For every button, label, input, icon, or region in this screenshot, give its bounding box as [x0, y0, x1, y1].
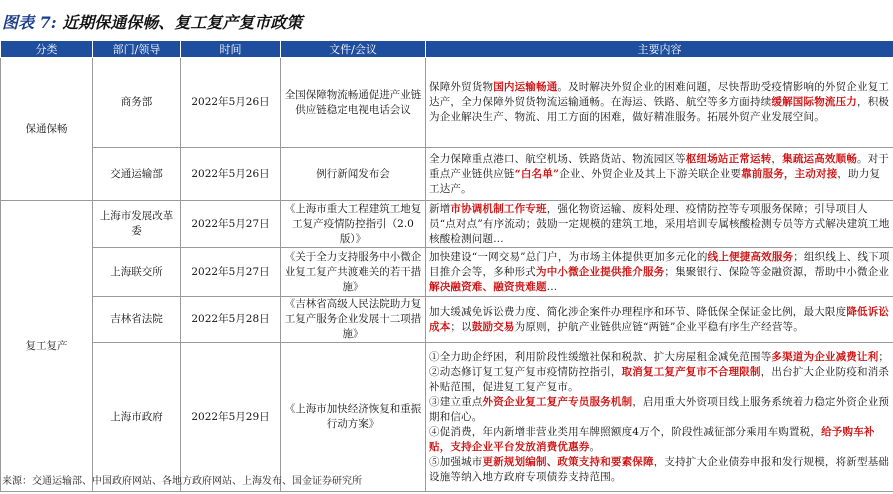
table-row — [1, 343, 893, 492]
content-text: ⑤加强城市 — [429, 455, 483, 468]
content-text: 加大缓减免诉讼费力度、简化涉企案件办理程序和环节、降低保全保证金比例，最大限度 — [429, 305, 847, 318]
highlight-text: 取消复工复产复市不合理限制 — [621, 365, 761, 378]
content-cell — [426, 148, 893, 201]
content-text: ； — [878, 350, 890, 363]
header-content: 主要内容 — [426, 41, 893, 58]
table-header-row — [1, 41, 893, 58]
content-cell — [426, 248, 893, 297]
content-text: ②动态修订复工复产复市疫情防控指引， — [429, 365, 622, 378]
content-text: ， — [771, 152, 783, 165]
content-text: 全力保障重点港口、航空机场、铁路货站、物流园区等 — [429, 152, 686, 165]
highlight-text: 给予购车补贴，支持企业平台发放消费优惠券 — [429, 425, 875, 453]
content-text: ，启用重大外资项目线上服务系统着力稳定外资企业预期和信心。 — [429, 395, 890, 423]
policy-table — [0, 40, 893, 492]
date-cell: 2022年5月27日 — [181, 201, 281, 248]
content-text: ；集聚银行、保险等金融资源，帮助中小微企业 — [664, 265, 890, 278]
header-category: 分类 — [1, 41, 93, 58]
highlight-text: 更新规划编制、政策支持和要素保障 — [482, 455, 654, 468]
figure-title-text: 近期保通保畅、复工复产复市政策 — [62, 13, 303, 32]
highlight-text: 市协调机制工作专班 — [450, 202, 547, 215]
highlight-text: 多渠道为企业减费让利 — [771, 350, 879, 363]
highlight-text: “白名单” — [514, 167, 560, 180]
content-text: ，强化物资运输、废料处理、疫情防控等专项服务保障；引导项目人员“点对点”有序流动；鼓励一定规模的建筑工地，采用培训专属核酸检测专员等方式解决建筑工地核酸检测问题... — [429, 202, 890, 245]
content-text: ④促消费，年内新增非营业类用车牌照额度4万个，阶段性减征部分乘用车购置税， — [429, 425, 822, 438]
date-cell: 2022年5月26日 — [181, 148, 281, 201]
content-text: 为原则，护航产业链供应链“两链”企业平稳有序生产经营等。 — [514, 320, 804, 333]
department-cell: 上海市发展改革委 — [93, 201, 181, 248]
document-cell: 例行新闻发布会 — [281, 148, 426, 201]
highlight-text: 缓解国际物流压力 — [771, 96, 858, 108]
document-cell: 《上海市重大工程建筑工地复工复产疫情防控指引（2.0版）》 — [281, 201, 426, 248]
source-note: 来源：交通运输部、中国政府网站、各地方政府网站、上海发布、国金证券研究所 — [2, 476, 362, 487]
table-row — [1, 297, 893, 343]
highlight-text: 降低诉讼成本 — [429, 305, 890, 333]
document-cell: 《关于全力支持服务中小微企业复工复产共渡难关的若干措施》 — [281, 248, 426, 297]
table-row — [1, 148, 893, 201]
table-row — [1, 201, 893, 248]
content-text: ，助力复工达产。 — [429, 167, 881, 195]
content-text: ；组织线上、线下项目推介会等，多种形式 — [429, 250, 890, 278]
content-text: 。对于重点产业链供应链 — [429, 152, 890, 180]
highlight-text: 解决融资难、融资贵难题 — [429, 280, 547, 293]
content-text: ，积极为企业解决生产、物流、用工方面的困难，做好精准服务。拓展外贸产业发展空间。 — [429, 96, 890, 123]
department-cell: 上海市政府 — [93, 343, 181, 492]
table-row — [1, 248, 893, 297]
department-cell: 交通运输部 — [93, 148, 181, 201]
content-text: ③建立重点 — [429, 395, 483, 408]
date-cell: 2022年5月27日 — [181, 248, 281, 297]
header-department: 部门/领导 — [93, 41, 181, 58]
content-text: ... — [546, 280, 558, 293]
document-cell: 《上海市加快经济恢复和重振行动方案》 — [281, 343, 426, 492]
highlight-text: 鼓励交易 — [471, 320, 515, 333]
header-date: 时间 — [181, 41, 281, 58]
highlight-text: 枢纽场站正常运转 — [685, 152, 772, 165]
content-text: ①全力助企纾困，利用阶段性缓缴社保和税款、扩大房屋租金减免范围等 — [429, 350, 772, 363]
content-text: ；以 — [450, 320, 472, 333]
table-row — [1, 58, 893, 148]
highlight-text: 靠前服务，主动对接 — [741, 167, 838, 180]
content-text: ，出台扩大企业防疫和消杀补贴范围，促进复工复产复市。 — [429, 365, 890, 393]
department-cell: 吉林省法院 — [93, 297, 181, 343]
date-cell: 2022年5月28日 — [181, 297, 281, 343]
category-cell: 复工复产 — [1, 201, 93, 492]
content-cell — [426, 297, 893, 343]
content-cell — [426, 201, 893, 248]
highlight-text: 线上便捷高效服务 — [707, 250, 794, 263]
highlight-text: 外资企业复工复产专员服务机制 — [482, 395, 633, 408]
document-cell: 全国保障物流畅通促进产业链供应链稳定电视电话会议 — [281, 58, 426, 148]
content-text: 。及时解决外贸企业的困难问题，尽快帮助受疫情影响的外贸企业复工达产，全力保障外贸货物流运输通畅。在海运、铁路、航空等多方面持续 — [429, 81, 890, 108]
department-cell: 上海联交所 — [93, 248, 181, 297]
category-cell: 保通保畅 — [1, 58, 93, 201]
highlight-text: 国内运输畅通 — [493, 81, 558, 93]
cropped-header-strip — [0, 0, 893, 6]
content-text: ，支持扩大企业债券申报和发行规模，将新型基础设施等纳入地方政府专项债券支持范围。 — [429, 455, 890, 483]
date-cell: 2022年5月29日 — [181, 343, 281, 492]
content-text: 企业、外贸企业及其上下游关联企业要 — [559, 167, 742, 180]
highlight-text: 集疏运高效顺畅 — [782, 152, 858, 165]
content-text: 保障外贸货物 — [429, 81, 494, 93]
content-cell — [426, 343, 893, 492]
content-cell — [426, 58, 893, 148]
figure-title — [2, 10, 302, 33]
content-text: 加快建设“一网交易”总门户，为市场主体提供更加多元化的 — [429, 250, 708, 263]
header-document: 文件/会议 — [281, 41, 426, 58]
content-text: 新增 — [429, 202, 451, 215]
document-cell: 《吉林省高级人民法院助力复工复产服务企业发展十二项措施》 — [281, 297, 426, 343]
highlight-text: 为中小微企业提供推介服务 — [536, 265, 665, 278]
content-text: 。 — [589, 440, 601, 453]
figure-number: 图表 7: — [2, 13, 57, 32]
date-cell: 2022年5月26日 — [181, 58, 281, 148]
department-cell: 商务部 — [93, 58, 181, 148]
